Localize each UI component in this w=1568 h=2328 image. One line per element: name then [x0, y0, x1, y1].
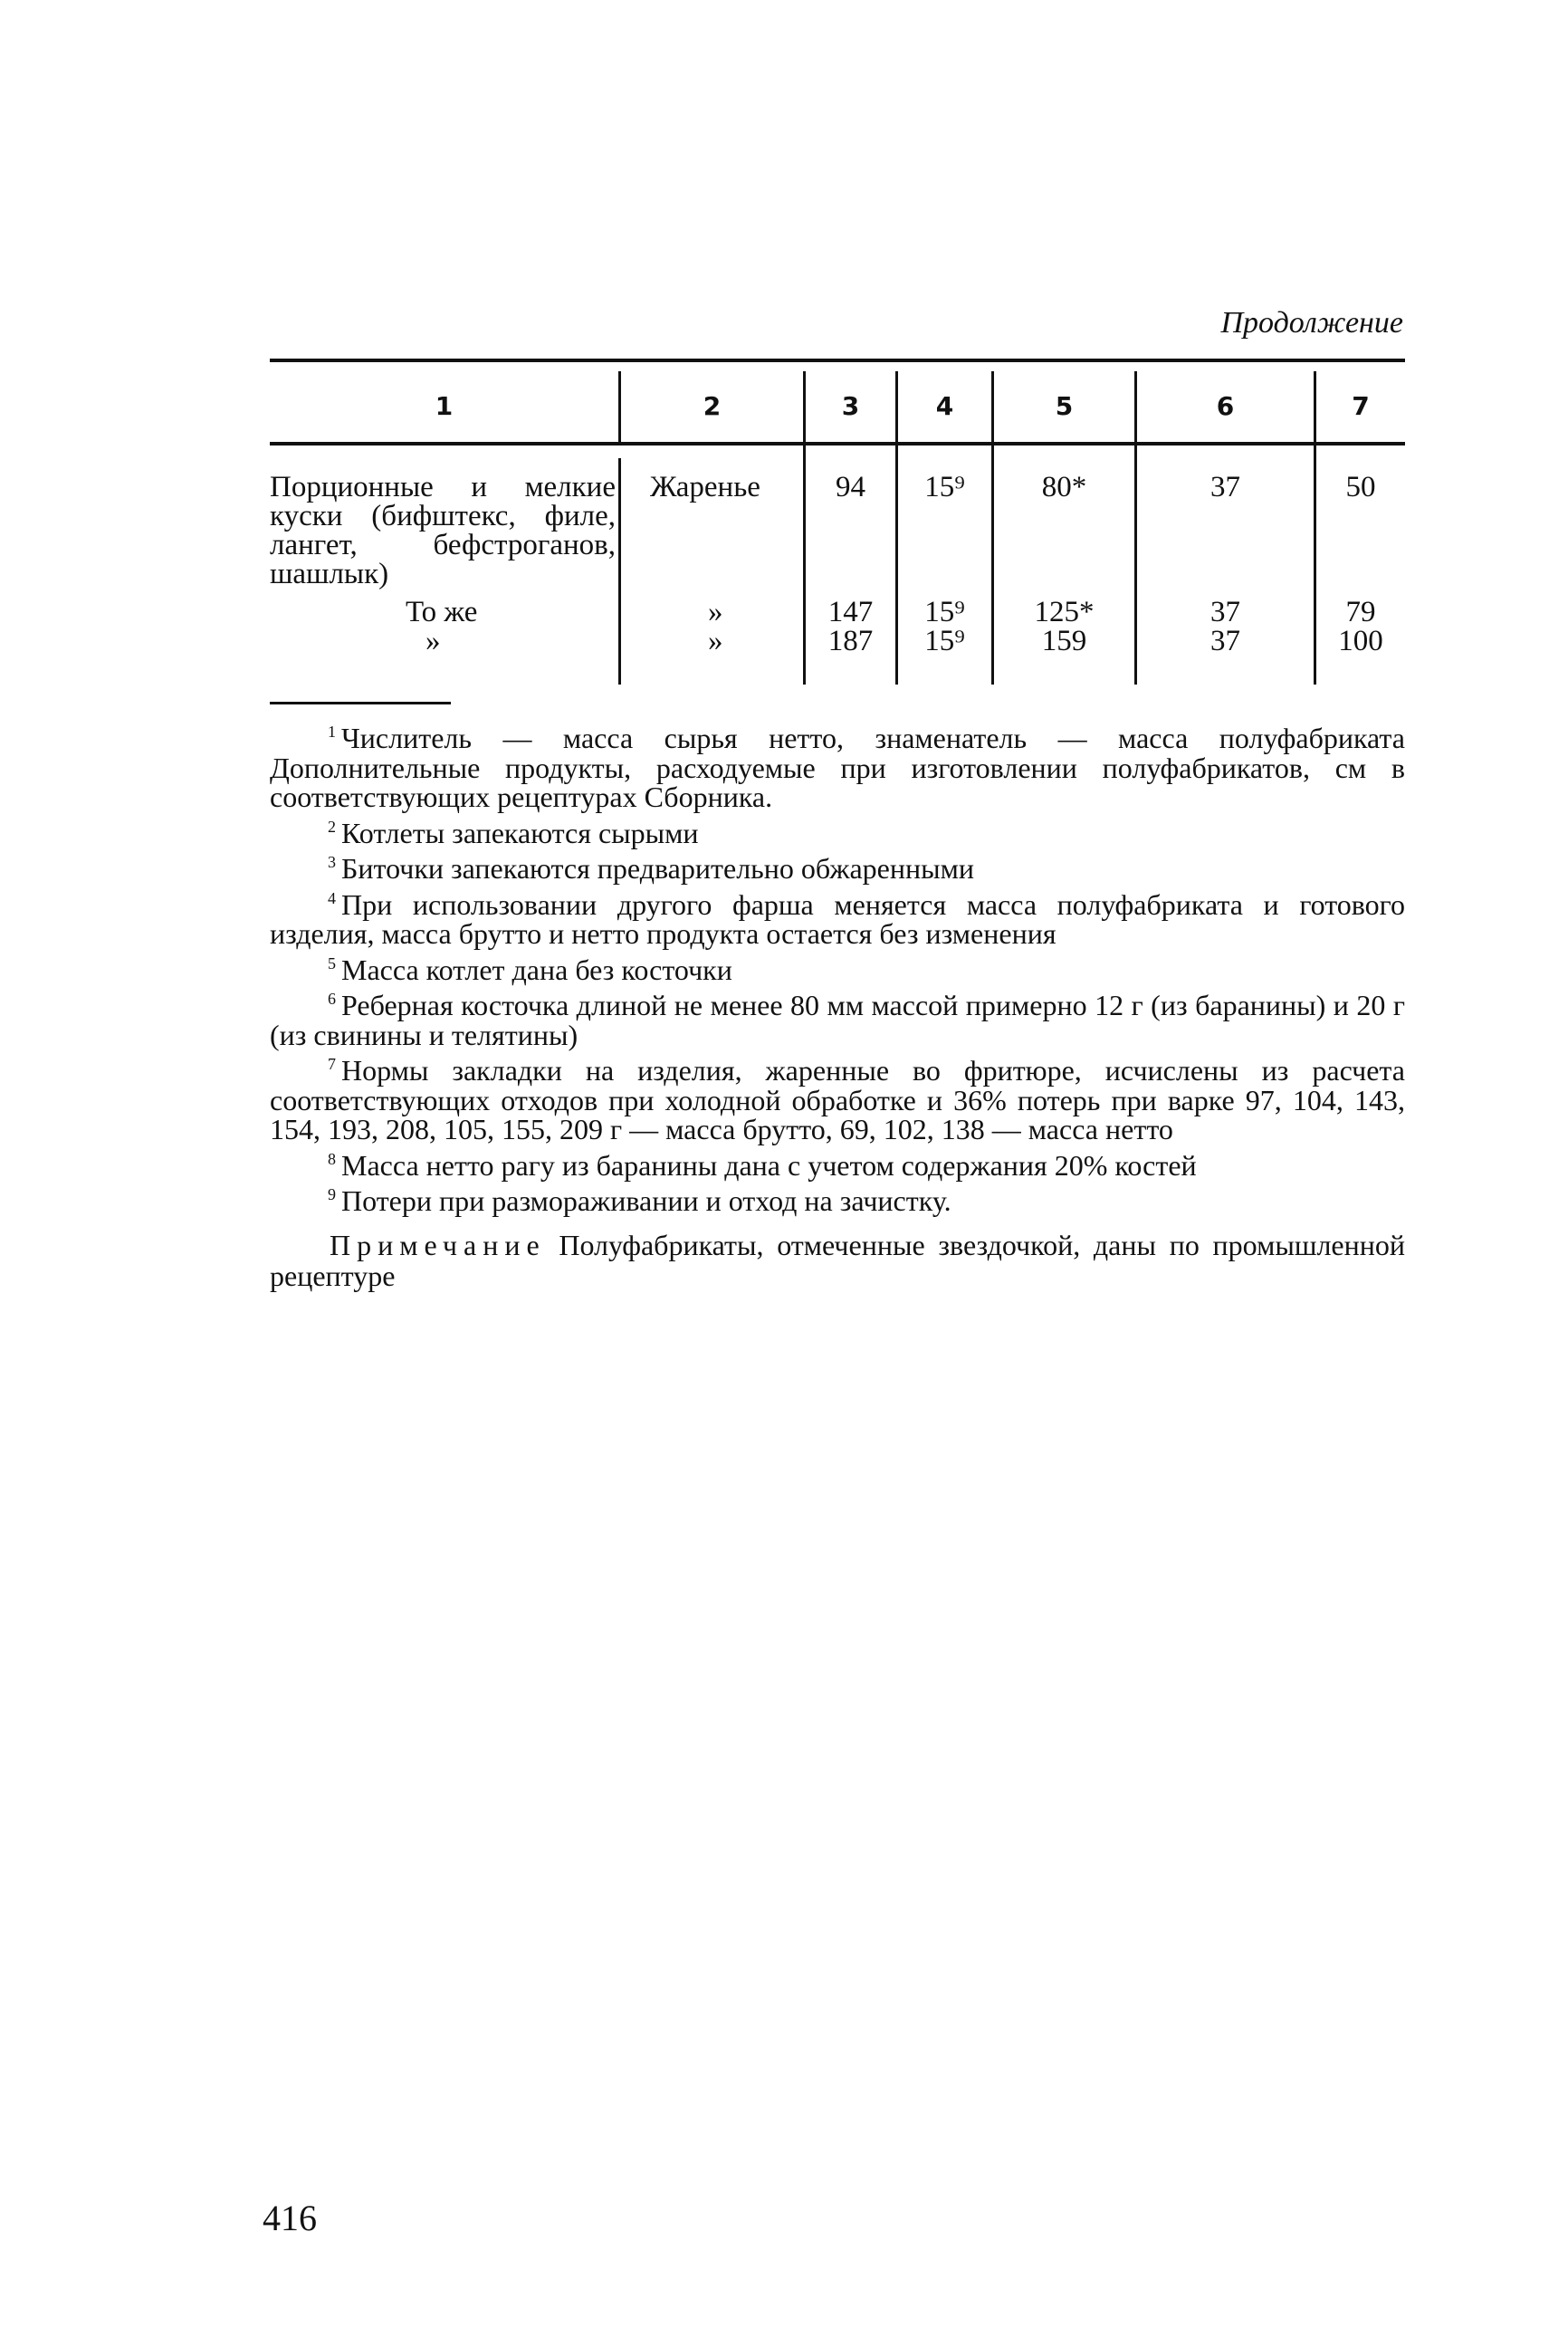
header-col-2: 2: [703, 391, 722, 421]
footnotes: [270, 717, 1405, 1216]
header-col-5: 5: [1055, 391, 1074, 421]
footnote: $^8$ Масса нетто рагу из баранины дана с учетом содержания 20% костей: [328, 1148, 1197, 1182]
row3-method: »: [708, 625, 723, 657]
data-table: [270, 359, 1405, 686]
header-col-1: 1: [435, 391, 454, 421]
row1-method: Жаренье: [650, 471, 760, 503]
footnote: $^5$ Масса котлет дана без косточки: [328, 953, 732, 986]
row3-col5: 159: [1041, 625, 1087, 657]
row3-col4: 15⁹: [924, 625, 965, 657]
header-col-3: 3: [841, 391, 860, 421]
footnote: $^3$ Биточки запекаются предварительно обжаренными: [328, 852, 974, 885]
row2-col3: 147: [827, 596, 874, 628]
row2-col5: 125*: [1034, 596, 1095, 628]
remark-text: Полуфабрикаты, отмеченные звездочкой, даны по промышленной рецептуре: [270, 1229, 1406, 1292]
row2-col4: 15⁹: [924, 596, 965, 628]
footnote: $^7$ Нормы закладки на изделия, жаренные во фритюре, исчислены из расчета соответствующих отходов при холодной обработке и 36% потерь при варке 97, 104, 143, 154, 193, 208, 105, 155, 209 г — масса брутто, 69, 102, 138 — масса нетто: [270, 1054, 1405, 1145]
row1-col7: 50: [1345, 471, 1376, 503]
header-col-6: 6: [1216, 391, 1235, 421]
row1-col4: 15⁹: [924, 471, 965, 503]
footnote: $^2$ Котлеты запекаются сырыми: [328, 816, 699, 849]
footnote: $^6$ Реберная косточка длиной не менее 80 мм массой примерно 12 г (из баранины) и 20 г (из свинины и телятины): [270, 989, 1405, 1051]
page-number: 416: [263, 2198, 317, 2238]
header-col-7: 7: [1352, 391, 1370, 421]
row3-col3: 187: [827, 625, 874, 657]
row3-col7: 100: [1338, 625, 1383, 657]
column-divider: [618, 458, 621, 685]
footnote: $^9$ Потери при размораживании и отход на зачистку.: [328, 1184, 951, 1217]
footnote-separator: [270, 702, 451, 704]
row3-product: »: [425, 625, 441, 657]
row1-col6: 37: [1210, 471, 1240, 503]
remark: [270, 1230, 1405, 1291]
table-header-rule: [270, 442, 1405, 445]
row3-col6: 37: [1210, 625, 1240, 657]
row1-col3: 94: [836, 471, 865, 503]
row2-col7: 79: [1345, 596, 1376, 628]
remark-label: Примечание: [330, 1229, 546, 1261]
footnote: $^4$ При использовании другого фарша меняется масса полуфабриката и готового изделия, масса брутто и нетто продукта остается без изменения: [270, 887, 1405, 950]
header-col-4: 4: [935, 391, 954, 421]
footnote: $^1$ Числитель — масса сырья нетто, знаменатель — масса полуфабриката Дополнительные продукты, расходуемые при изготовлении полуфабрикатов, см в соответствующих рецептурах Сборника.: [270, 722, 1405, 813]
row2-method: »: [708, 596, 723, 628]
row1-product: Порционные и мелкие куски (бифштекс, филе, лангет, бефстроганов, шашлык): [270, 471, 616, 590]
row2-col6: 37: [1210, 596, 1240, 628]
row2-product: То же: [406, 596, 478, 628]
continuation-label: Продолжение: [1220, 306, 1403, 340]
row1-col5: 80*: [1041, 471, 1087, 503]
table-top-rule: [270, 359, 1405, 362]
